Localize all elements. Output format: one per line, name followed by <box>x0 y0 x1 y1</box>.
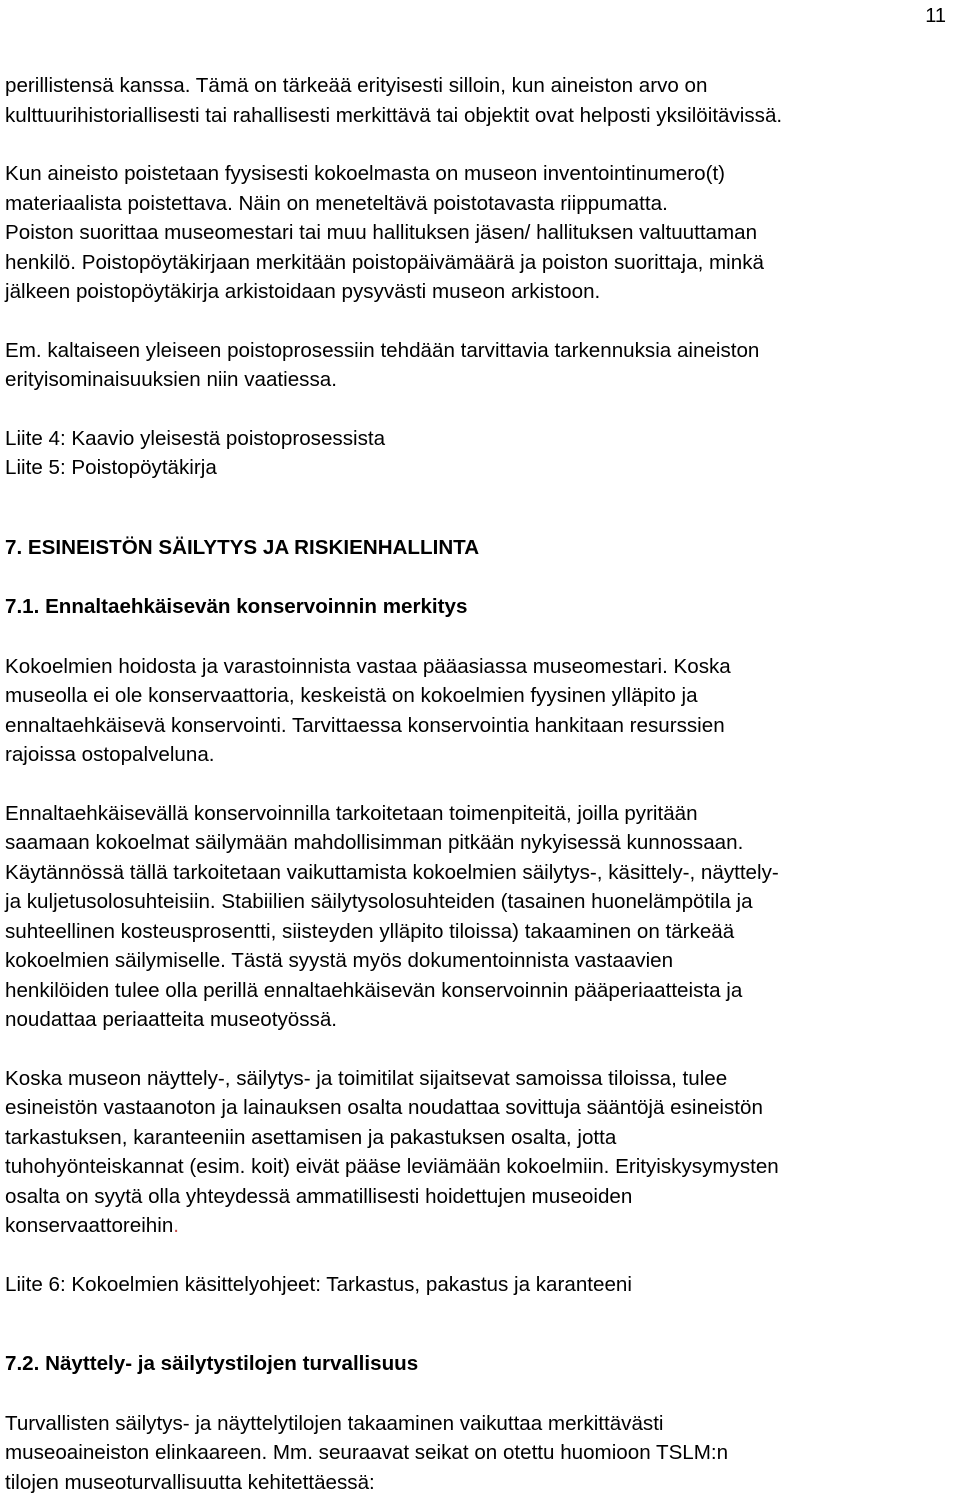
paragraph-6: Ennaltaehkäisevällä konservoinnilla tarkoitetaan toimenpiteitä, joilla pyritään saamaan kokoelmat säilymään mahdollisimman pitkään nykyisessä kunnossaan. Käytännössä tällä tarkoitetaan vaikuttamista kokoelmien säilytys-, käsittely-, näyttely- ja kuljetusolosuhteisiin. Stabiilien säilytysolosuhteiden (tasainen huonelämpötila ja suhteellinen kosteusprosentti, siisteyden ylläpito tiloissa) takaaminen on tärkeää kokoelmien säilymiselle. Tästä syystä myös dokumentoinnista vastaavien henkilöiden tulee olla perillä ennaltaehkäisevän konservoinnin pääperiaatteista ja noudattaa periaatteita museotyössä. <box>5 801 779 1031</box>
paragraph-7-text: Koska museon näyttely-, säilytys- ja toimitilat sijaitsevat samoissa tiloissa, tulee esineistön vastaanoton ja lainauksen osalta noudattaa sovittuja sääntöjä esineistön tarkastuksen, karanteeniin asettamisen ja pakastuksen osalta, jotta tuhohyönteiskannat (esim. koit) eivät pääse leviämään kokoelmiin. Erityiskysymysten osalta on syytä olla yhteydessä ammatillisesti hoidettujen museoiden konservaattoreihin <box>5 1066 779 1237</box>
paragraph-5: Kokoelmien hoidosta ja varastoinnista vastaa pääasiassa museomestari. Koska museolla ei ole konservaattoria, keskeistä on kokoelmien fyysinen ylläpito ja ennaltaehkäisevä konservointi. Tarvittaessa konservointia hankitaan resurssien rajoissa ostopalveluna. <box>5 654 731 766</box>
paragraph-3: Em. kaltaiseen yleiseen poistoprosessiin tehdään tarvittavia tarkennuksia aineiston erityisominaisuuksien niin vaatiessa. <box>5 338 760 391</box>
document-body <box>5 71 960 1497</box>
subsection-heading-7-2: 7.2. Näyttely- ja säilytystilojen turvallisuus <box>5 1352 419 1375</box>
paragraph-7 <box>5 1064 960 1241</box>
paragraph-2: Kun aineisto poistetaan fyysisesti kokoelmasta on museon inventointinumero(t) materiaalista poistettava. Näin on meneteltävä poistotavasta riippumatta. Poiston suorittaa museomestari tai muu hallituksen jäsen/ hallituksen valtuuttaman henkilö. Poistopöytäkirjaan merkitään poistopäivämäärä ja poiston suorittaja, minkä jälkeen poistopöytäkirja arkistoidaan pysyvästi museon arkistoon. <box>5 162 764 303</box>
appendix-list-1: Liite 4: Kaavio yleisestä poistoprosessista Liite 5: Poistopöytäkirja <box>5 426 386 479</box>
paragraph-1: perillistensä kanssa. Tämä on tärkeää erityisesti silloin, kun aineiston arvo on kulttuurihistoriallisesti tai rahallisesti merkittävä tai objektit ovat helposti yksilöitävissä. <box>5 74 783 127</box>
paragraph-7-period: . <box>173 1214 180 1237</box>
section-heading-7: 7. ESINEISTÖN SÄILYTYS JA RISKIENHALLINTA <box>5 535 480 559</box>
page-number: 11 <box>925 5 946 27</box>
appendix-6: Liite 6: Kokoelmien käsittelyohjeet: Tarkastus, pakastus ja karanteeni <box>5 1272 632 1296</box>
subsection-heading-7-1: 7.1. Ennaltaehkäisevän konservoinnin merkitys <box>5 595 468 618</box>
paragraph-9: Turvallisten säilytys- ja näyttelytilojen takaaminen vaikuttaa merkittävästi museoaineiston elinkaareen. Mm. seuraavat seikat on otettu huomioon TSLM:n tilojen museoturvallisuutta kehitettäessä: <box>5 1411 729 1494</box>
